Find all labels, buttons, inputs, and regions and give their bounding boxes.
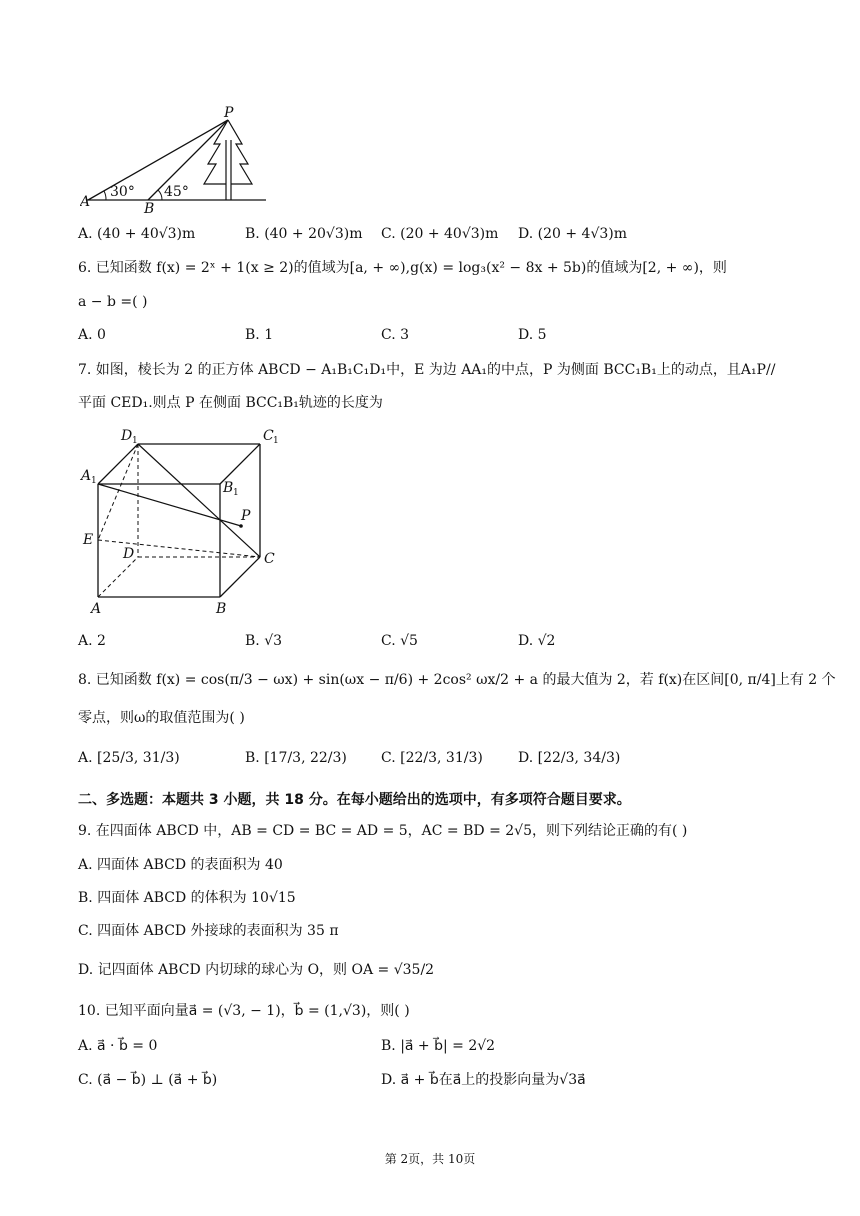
label-C: C: [264, 551, 275, 567]
label-B1: B: [223, 480, 234, 496]
label-B: B: [144, 201, 155, 215]
label-P: P: [241, 508, 251, 524]
q7-line2: 平面 CED₁.则点 P 在侧面 BCC₁B₁轨迹的长度为: [78, 395, 383, 411]
label-A: A: [80, 194, 91, 210]
page-footer: 第 2页，共 10页: [384, 1152, 476, 1166]
label-B1-sub: 1: [233, 488, 239, 498]
q10-option-c: C. (a⃗ − b⃗) ⊥ (a⃗ + b⃗): [78, 1072, 218, 1088]
q7-option-a: A. 2: [78, 633, 106, 649]
q5-option-b: B. (40 + 20√3)m: [245, 226, 363, 242]
q6-option-c: C. 3: [381, 327, 410, 343]
q9-option-c: C. 四面体 ABCD 外接球的表面积为 35 π: [78, 923, 339, 939]
label-B: B: [216, 601, 227, 617]
q6-option-a: A. 0: [78, 327, 106, 343]
q6-line2: a − b =( ): [78, 294, 148, 310]
q8-line2: 零点，则ω的取值范围为( ): [78, 710, 245, 726]
label-A1-sub: 1: [91, 476, 97, 486]
q6-option-b: B. 1: [245, 327, 274, 343]
label-P: P: [224, 105, 234, 121]
q10-option-d: D. a⃗ + b⃗在a⃗上的投影向量为√3a⃗: [381, 1072, 586, 1088]
q7-line1: 7. 如图，棱长为 2 的正方体 ABCD − A₁B₁C₁D₁中，E 为边 AA₁的中点，P 为侧面 BCC₁B₁上的动点，且A₁P//: [78, 362, 776, 378]
label-C1: C: [263, 428, 274, 444]
q5-option-d: D. (20 + 4√3)m: [518, 226, 628, 242]
label-A1: A: [81, 468, 92, 484]
section-multi-choice-title: 二、多选题：本题共 3 小题，共 18 分。在每小题给出的选项中，有多项符合题目要求。: [78, 792, 631, 808]
label-D1: D: [121, 428, 133, 444]
label-E: E: [83, 532, 94, 548]
label-C1-sub: 1: [273, 436, 279, 446]
q10-line1: 10. 已知平面向量a⃗ = (√3, − 1)，b⃗ = (1,√3)，则( ): [78, 1003, 410, 1019]
q8-option-c: C. [22/3, 31/3): [381, 750, 483, 766]
q7-option-d: D. √2: [518, 633, 556, 649]
angle-30: 30°: [110, 184, 135, 200]
q8-option-b: B. [17/3, 22/3): [245, 750, 347, 766]
q8-option-a: A. [25/3, 31/3): [78, 750, 180, 766]
q9-option-d: D. 记四面体 ABCD 内切球的球心为 O，则 OA = √35/2: [78, 962, 435, 978]
q6-line1: 6. 已知函数 f(x) = 2ˣ + 1(x ≥ 2)的值域为[a, + ∞),g(x) = log₃(x² − 8x + 5b)的值域为[2, + ∞)，则: [78, 260, 727, 276]
q7-option-b: B. √3: [245, 633, 283, 649]
label-D1-sub: 1: [132, 436, 138, 446]
q7-option-c: C. √5: [381, 633, 418, 649]
q9-option-b: B. 四面体 ABCD 的体积为 10√15: [78, 890, 296, 906]
q10-option-a: A. a⃗ · b⃗ = 0: [78, 1038, 158, 1054]
angle-45: 45°: [164, 184, 189, 200]
q6-option-d: D. 5: [518, 327, 547, 343]
q5-option-c: C. (20 + 40√3)m: [381, 226, 499, 242]
cube-figure: [78, 422, 288, 620]
q8-option-d: D. [22/3, 34/3): [518, 750, 621, 766]
tree-angle-figure: [80, 100, 280, 215]
q9-option-a: A. 四面体 ABCD 的表面积为 40: [78, 857, 283, 873]
q5-option-a: A. (40 + 40√3)m: [78, 226, 196, 242]
label-A: A: [91, 601, 102, 617]
q10-option-b: B. |a⃗ + b⃗| = 2√2: [381, 1038, 496, 1054]
q8-line1: 8. 已知函数 f(x) = cos(π/3 − ωx) + sin(ωx − π/6) + 2cos² ωx/2 + a 的最大值为 2，若 f(x)在区间[0, π/4]上有 2 个: [78, 672, 836, 688]
label-D: D: [123, 546, 135, 562]
q9-line1: 9. 在四面体 ABCD 中，AB = CD = BC = AD = 5，AC = BD = 2√5，则下列结论正确的有( ): [78, 823, 688, 839]
